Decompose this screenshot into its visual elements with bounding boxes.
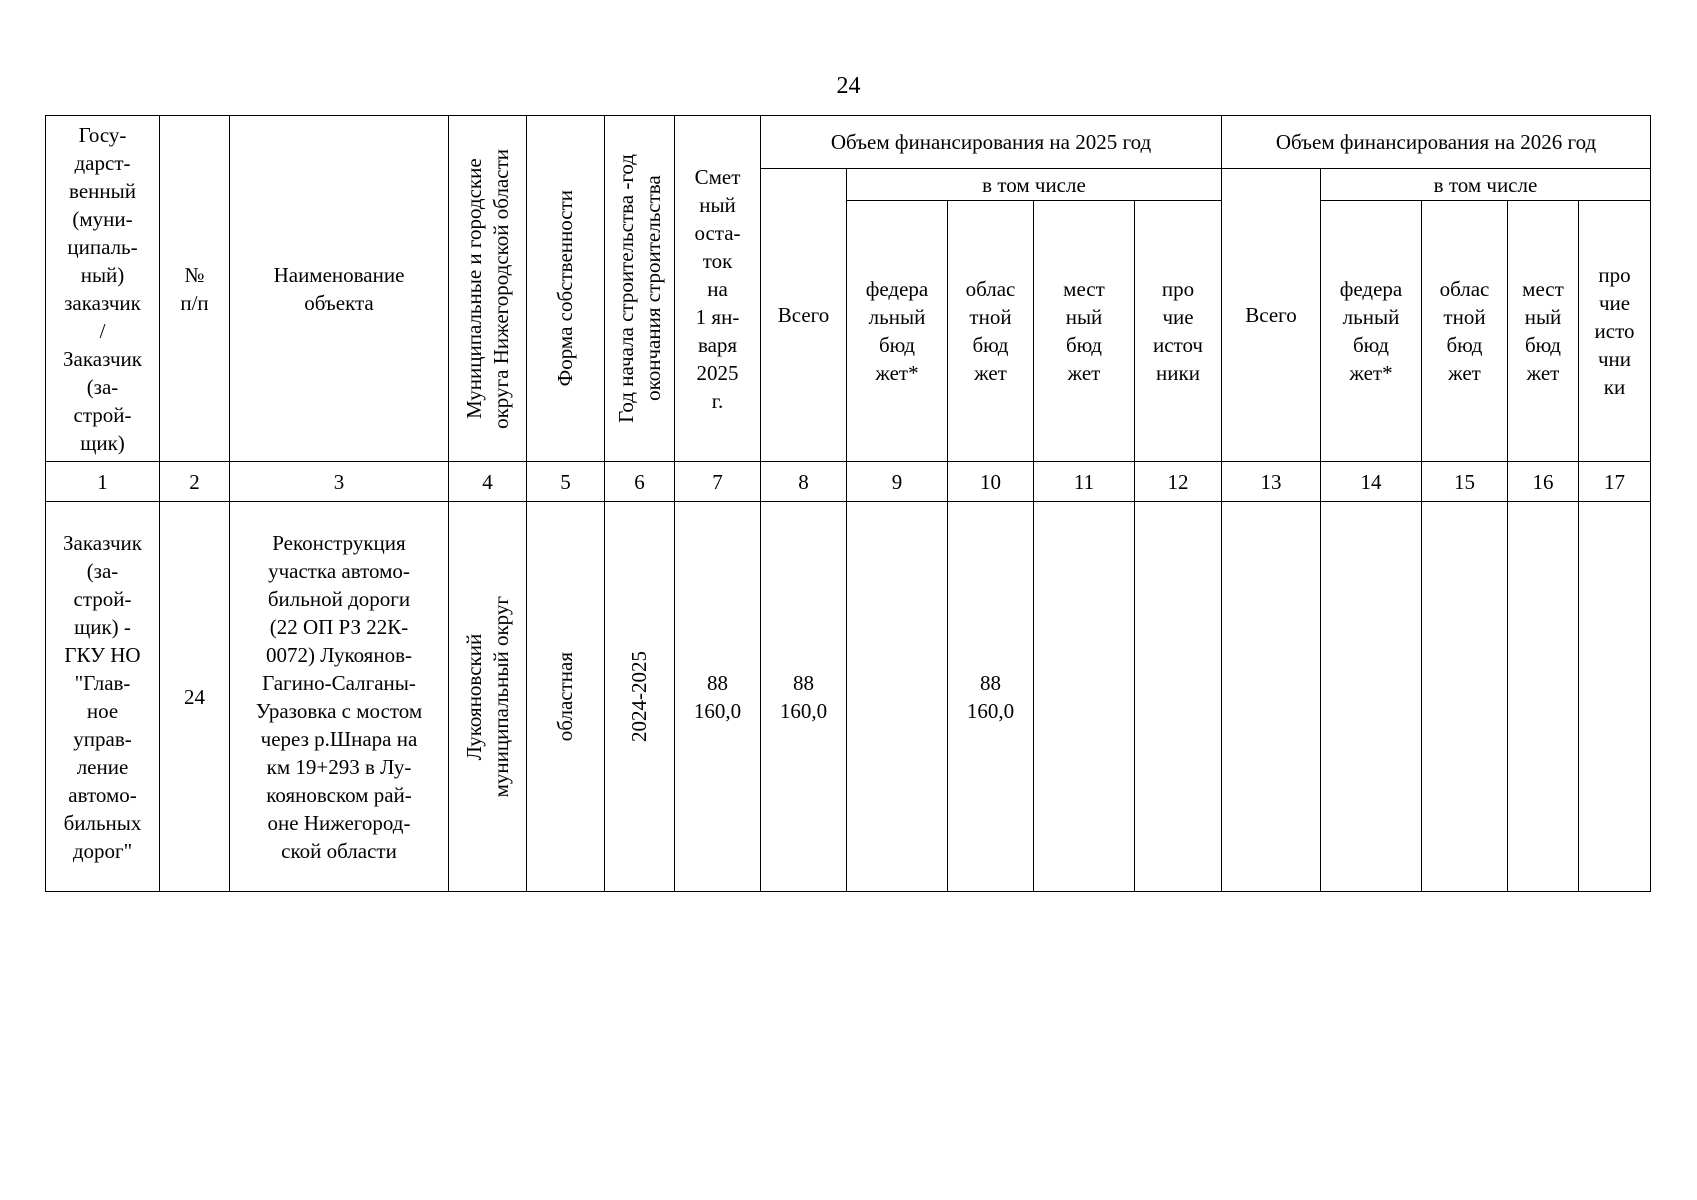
column-number: 6 bbox=[605, 462, 675, 502]
row-number: 24 bbox=[160, 502, 230, 892]
row-years: 2024-2025 bbox=[627, 651, 651, 742]
header-total-2025: Всего bbox=[761, 169, 847, 462]
table-row bbox=[46, 502, 1651, 892]
row-regional-2026 bbox=[1422, 502, 1508, 892]
column-number: 10 bbox=[948, 462, 1034, 502]
header-including-2026: в том числе bbox=[1321, 169, 1651, 201]
header-estimate: Смет ный оста- ток на 1 ян- варя 2025 г. bbox=[675, 116, 761, 462]
header-regional-2026: облас тной бюд жет bbox=[1422, 201, 1508, 462]
row-estimate: 88 160,0 bbox=[675, 502, 761, 892]
row-municipality: Лукояновский муниципальный округ bbox=[461, 595, 513, 798]
row-regional-2025: 88 160,0 bbox=[948, 502, 1034, 892]
column-number: 13 bbox=[1222, 462, 1321, 502]
column-number: 9 bbox=[847, 462, 948, 502]
column-number-row bbox=[46, 462, 1651, 502]
header-row-1 bbox=[46, 116, 1651, 169]
row-federal-2026 bbox=[1321, 502, 1422, 892]
row-years-cell bbox=[605, 502, 675, 892]
header-total-2026: Всего bbox=[1222, 169, 1321, 462]
header-years-cell bbox=[605, 116, 675, 462]
column-number: 8 bbox=[761, 462, 847, 502]
row-ownership-cell bbox=[527, 502, 605, 892]
column-number: 2 bbox=[160, 462, 230, 502]
header-federal-2025: федера льный бюд жет* bbox=[847, 201, 948, 462]
header-local-2026: мест ный бюд жет bbox=[1508, 201, 1579, 462]
column-number: 15 bbox=[1422, 462, 1508, 502]
header-municipality-cell bbox=[449, 116, 527, 462]
header-funding-2026: Объем финансирования на 2026 год bbox=[1222, 116, 1651, 169]
row-other-2025 bbox=[1135, 502, 1222, 892]
header-local-2025: мест ный бюд жет bbox=[1034, 201, 1135, 462]
column-number: 17 bbox=[1579, 462, 1651, 502]
header-municipality: Муниципальные и городские округа Нижегородской области bbox=[461, 148, 513, 429]
header-federal-2026: федера льный бюд жет* bbox=[1321, 201, 1422, 462]
header-years: Год начала строительства -год окончания строительства bbox=[613, 154, 665, 423]
column-number: 16 bbox=[1508, 462, 1579, 502]
column-number: 1 bbox=[46, 462, 160, 502]
column-number: 11 bbox=[1034, 462, 1135, 502]
row-total-2026 bbox=[1222, 502, 1321, 892]
column-number: 14 bbox=[1321, 462, 1422, 502]
header-other-2025: про чие источ ники bbox=[1135, 201, 1222, 462]
page-number: 24 bbox=[836, 73, 861, 99]
header-customer: Госу- дарст- венный (муни- ципаль- ный) заказчик / Заказчик (за- строй- щик) bbox=[46, 116, 160, 462]
column-number: 3 bbox=[230, 462, 449, 502]
row-municipality-cell bbox=[449, 502, 527, 892]
header-regional-2025: облас тной бюд жет bbox=[948, 201, 1034, 462]
row-federal-2025 bbox=[847, 502, 948, 892]
header-other-2026: про чие исто чни ки bbox=[1579, 201, 1651, 462]
header-ownership: Форма собственности bbox=[553, 190, 577, 387]
column-number: 5 bbox=[527, 462, 605, 502]
header-ownership-cell bbox=[527, 116, 605, 462]
row-customer: Заказчик (за- строй- щик) - ГКУ НО "Глав- ное управ- ление автомо- бильных дорог" bbox=[46, 502, 160, 892]
column-number: 7 bbox=[675, 462, 761, 502]
header-number: № п/п bbox=[160, 116, 230, 462]
row-other-2026 bbox=[1579, 502, 1651, 892]
column-number: 4 bbox=[449, 462, 527, 502]
row-object-name: Реконструкция участка автомо- бильной дороги (22 ОП РЗ 22К- 0072) Лукоянов- Гагино-Салганы- Уразовка с мостом через р.Шнара на км 19+293 в Лу- кояновском рай- оне Нижегород- ской области bbox=[230, 502, 449, 892]
financing-table bbox=[45, 115, 1651, 892]
header-funding-2025: Объем финансирования на 2025 год bbox=[761, 116, 1222, 169]
row-total-2025: 88 160,0 bbox=[761, 502, 847, 892]
row-local-2025 bbox=[1034, 502, 1135, 892]
row-local-2026 bbox=[1508, 502, 1579, 892]
column-number: 12 bbox=[1135, 462, 1222, 502]
header-including-2025: в том числе bbox=[847, 169, 1222, 201]
row-ownership: областная bbox=[553, 651, 577, 742]
header-object-name: Наименование объекта bbox=[230, 116, 449, 462]
